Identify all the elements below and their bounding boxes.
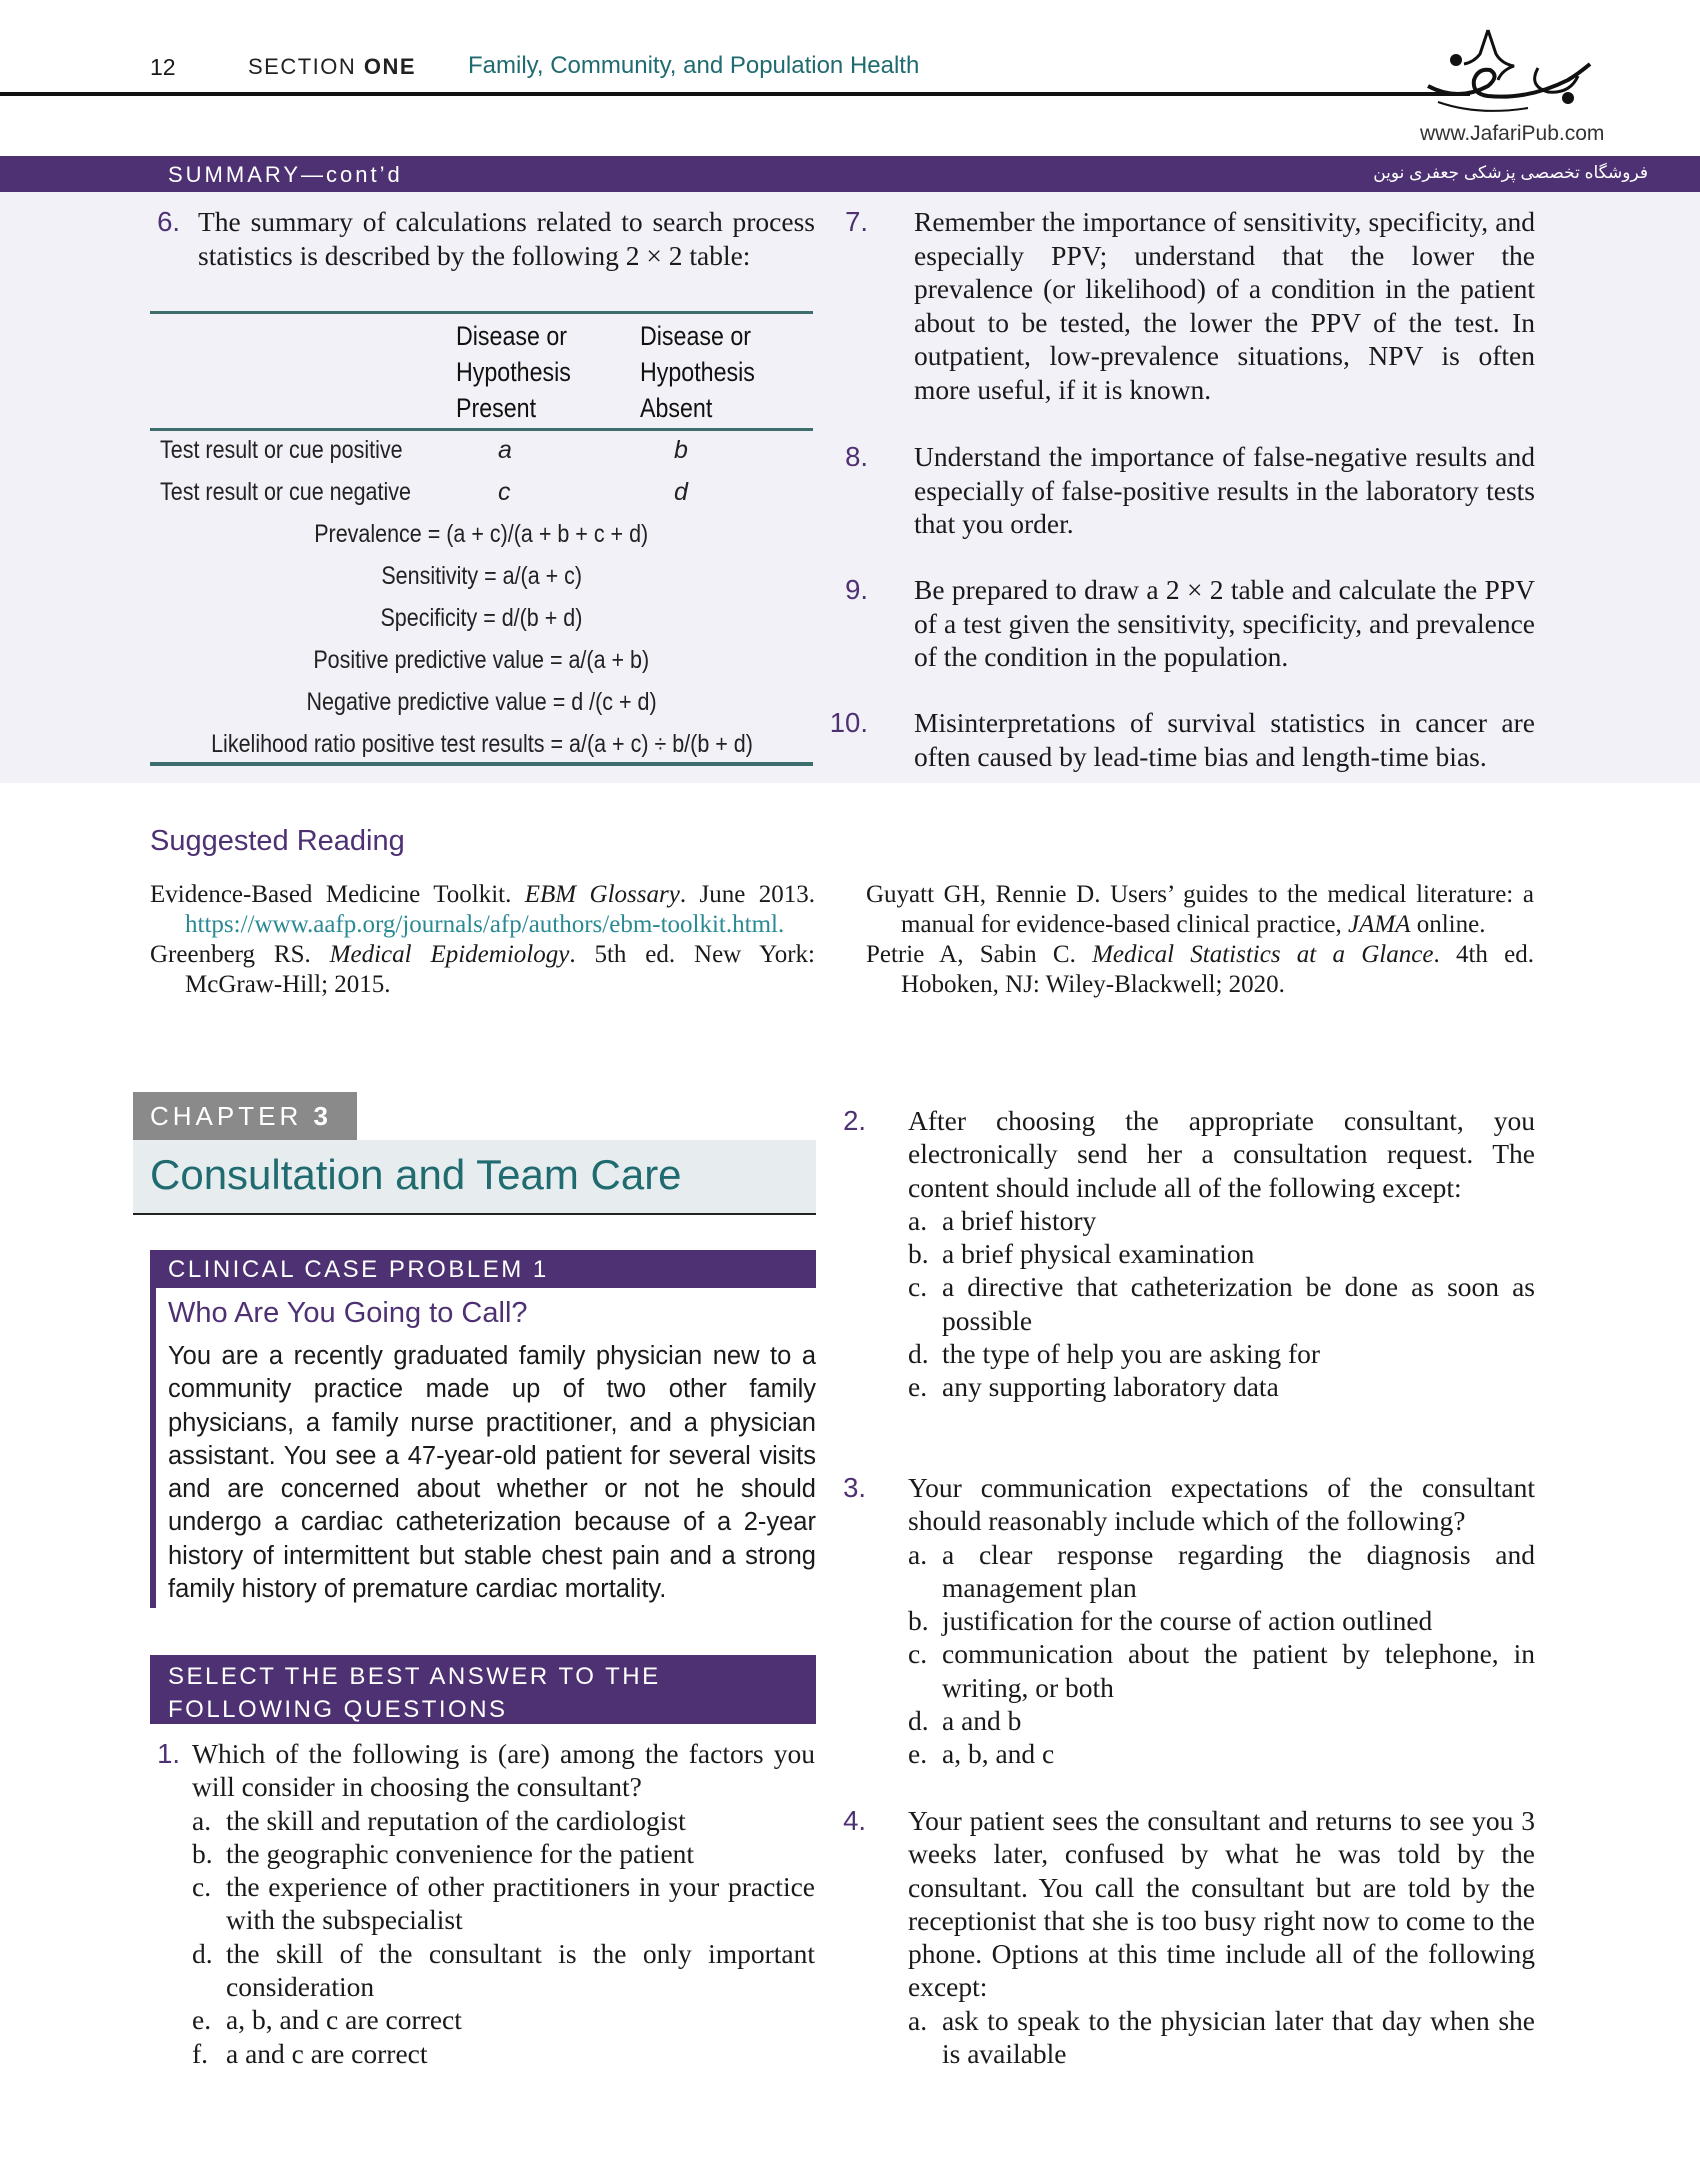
formula-text: Prevalence = (a + c)/(a + b + c + d) — [314, 520, 649, 548]
option-letter: e. — [908, 1371, 928, 1403]
item-text: Remember the importance of sensitivity, specificity, and especially PPV; understand that the lower the prevalence (or likelihood) of a condition in the patient about to be tested, the lower the PPV of the test. In outpatient, low-prevalence situations, NPV is often more useful, if it is known. — [914, 206, 1535, 405]
option-text: a clear response regarding the diagnosis and management plan — [942, 1538, 1535, 1603]
table-header-absent — [640, 318, 769, 426]
reference-item — [150, 880, 815, 940]
ref-text: . 4th ed. Hoboken, NJ: Wiley-Blackwell; 2020. — [901, 941, 1534, 998]
case-bar-title: CLINICAL CASE PROBLEM 1 — [168, 1256, 549, 1283]
table-cell: a — [498, 436, 512, 464]
chapter-rule — [133, 1213, 816, 1215]
option-d[interactable] — [192, 1937, 815, 2004]
option-letter: e. — [192, 2004, 212, 2036]
option-text: a directive that catheterization be done as soon as possible — [942, 1271, 1535, 1336]
formula-sensitivity — [150, 562, 813, 591]
option-c[interactable] — [908, 1270, 1535, 1337]
publisher-url: www.JafariPub.com — [1420, 122, 1605, 145]
option-text: a and c are correct — [226, 2037, 428, 2069]
option-text: communication about the patient by telephone, in writing, or both — [942, 1638, 1535, 1703]
option-b[interactable] — [908, 1237, 1535, 1270]
summary-item-9 — [845, 573, 1535, 674]
section-label — [248, 54, 416, 80]
question-text: After choosing the appropriate consultant, you electronically send her a consultation request. The content should include all of the following except: — [908, 1105, 1535, 1203]
option-letter: d. — [908, 1705, 929, 1737]
table-rule-bottom — [150, 762, 813, 766]
formula-text: Positive predictive value = a/(a + b) — [313, 646, 650, 674]
question-4 — [843, 1804, 1535, 2070]
publisher-logo-icon — [1418, 24, 1618, 124]
option-letter: c. — [192, 1871, 212, 1903]
option-letter: c. — [908, 1638, 928, 1670]
item-text: Misinterpretations of survival statistics in cancer are often caused by lead-time bias and length-time bias. — [914, 707, 1535, 772]
case-subtitle: Who Are You Going to Call? — [168, 1297, 528, 1329]
page-number: 12 — [150, 54, 176, 80]
reference-item — [866, 880, 1534, 940]
option-letter: a. — [908, 1204, 928, 1236]
chapter-label — [150, 1101, 332, 1132]
option-text: the geographic convenience for the patient — [226, 1837, 695, 1869]
option-text: the type of help you are asking for — [942, 1338, 1321, 1370]
option-a[interactable] — [908, 1204, 1535, 1237]
ref-text: . 5th ed. New York: McGraw-Hill; 2015. — [185, 941, 815, 998]
option-c[interactable] — [908, 1637, 1535, 1704]
ref-text: Evidence-Based Medicine Toolkit. — [150, 881, 525, 908]
formula-text: Likelihood ratio positive test results = a/(a + c) ÷ b/(b + d) — [210, 730, 753, 758]
option-c[interactable] — [192, 1870, 815, 1937]
table-cell: c — [498, 478, 511, 506]
summary-item-6 — [150, 205, 815, 272]
formula-likelihood-ratio — [150, 730, 813, 759]
ref-italic: JAMA — [1348, 911, 1411, 938]
question-text: Which of the following is (are) among the factors you will consider in choosing the consultant? — [192, 1738, 815, 1803]
option-letter: a. — [192, 1804, 212, 1836]
item-text: Understand the importance of false-negative results and especially of false-positive results in the laboratory tests that you order. — [914, 441, 1535, 539]
reference-item — [150, 940, 815, 1000]
table-cell: d — [674, 478, 688, 506]
formula-prevalence — [150, 520, 813, 549]
option-text: a brief history — [942, 1204, 1097, 1236]
case-body: You are a recently graduated family physician new to a community practice made up of two other family physicians, a family nurse practitioner, and a physician assistant. You see a 47-year-old patient for several visits and are concerned about whether or not he should undergo a cardiac catheterization because of a 2-year history of intermittent but stable chest pain and a strong family history of premature cardiac mortality. — [168, 1342, 816, 1604]
option-letter: c. — [908, 1271, 928, 1303]
option-a[interactable] — [192, 1804, 815, 1837]
item-number: 7. — [845, 206, 868, 237]
question-number: 2. — [843, 1105, 866, 1136]
option-f[interactable] — [192, 2037, 815, 2070]
option-text: any supporting laboratory data — [942, 1371, 1279, 1403]
question-text: Your communication expectations of the consultant should reasonably include which of the following? — [908, 1472, 1535, 1537]
option-b[interactable] — [192, 1837, 815, 1870]
option-letter: d. — [908, 1338, 929, 1370]
section-number: ONE — [363, 54, 417, 79]
ref-text: . June 2013. — [679, 881, 816, 908]
ref-text: Petrie A, Sabin C. — [866, 941, 1093, 968]
option-a[interactable] — [908, 1538, 1535, 1605]
option-text: a, b, and c — [942, 1738, 1055, 1770]
summary-item-7 — [845, 205, 1535, 406]
option-letter: a. — [908, 1538, 928, 1570]
formula-text: Specificity = d/(b + d) — [380, 604, 583, 632]
option-letter: e. — [908, 1738, 928, 1770]
ref-text: online. — [1410, 911, 1486, 938]
reference-item — [866, 940, 1534, 1000]
option-letter: a. — [908, 2004, 928, 2036]
option-b[interactable] — [908, 1604, 1535, 1637]
option-e[interactable] — [908, 1737, 1535, 1770]
question-number: 1. — [157, 1738, 180, 1769]
option-d[interactable] — [908, 1704, 1535, 1737]
table-row-label: Test result or cue positive — [160, 436, 403, 464]
item-number: 8. — [845, 441, 868, 472]
summary-item-8 — [845, 440, 1535, 541]
questions-bar-title: SELECT THE BEST ANSWER TO THE FOLLOWING QUESTIONS — [168, 1663, 661, 1723]
question-3 — [843, 1471, 1535, 1771]
option-letter: b. — [908, 1238, 929, 1270]
ref-link[interactable]: https://www.aafp.org/journals/afp/authors/ebm-toolkit.html. — [185, 911, 785, 938]
item-number: 10. — [829, 707, 868, 738]
chapter-word: CHAPTER — [150, 1101, 303, 1131]
references-right — [866, 880, 1534, 1000]
item-number: 9. — [845, 574, 868, 605]
question-number: 3. — [843, 1472, 866, 1503]
question-1 — [150, 1737, 815, 2070]
table-cell: b — [674, 436, 688, 464]
chapter-number: 3 — [313, 1101, 332, 1131]
option-text: a, b, and c are correct — [226, 2004, 462, 2036]
item-text: Be prepared to draw a 2 × 2 table and calculate the PPV of a test given the sensitivity, specificity, and prevalence of the condition in the population. — [914, 574, 1535, 672]
option-text: the experience of other practitioners in your practice with the subspecialist — [226, 1871, 815, 1936]
case-left-border — [150, 1288, 156, 1608]
header-text: Disease or Hypothesis Absent — [640, 321, 755, 423]
option-letter: b. — [908, 1605, 929, 1637]
question-2 — [843, 1104, 1535, 1404]
header-text: Disease or Hypothesis Present — [456, 321, 571, 423]
option-d[interactable] — [908, 1337, 1535, 1370]
option-letter: d. — [192, 1937, 213, 1969]
references-left — [150, 880, 815, 1000]
ref-text: Guyatt GH, Rennie D. Users’ guides to the medical literature: a manual for evidence-based clinical practice, — [866, 881, 1534, 938]
option-a[interactable] — [908, 2004, 1535, 2071]
table-header-present — [456, 318, 585, 426]
shop-text: فروشگاه تخصصی پزشکی جعفری نوین — [1373, 163, 1648, 182]
question-number: 4. — [843, 1805, 866, 1836]
ref-italic: Medical Epidemiology — [329, 941, 570, 968]
table-rule-mid — [150, 428, 813, 431]
formula-npv — [150, 688, 813, 717]
option-text: a and b — [942, 1705, 1022, 1737]
formula-text: Sensitivity = a/(a + c) — [381, 562, 582, 590]
table-row-label: Test result or cue negative — [160, 478, 411, 506]
summary-item-10 — [829, 706, 1535, 773]
chapter-title: Consultation and Team Care — [150, 1151, 682, 1198]
formula-specificity — [150, 604, 813, 633]
item-number: 6. — [157, 206, 180, 237]
option-text: the skill of the consultant is the only important consideration — [226, 1937, 815, 2003]
summary-title: SUMMARY—cont’d — [168, 162, 403, 187]
option-letter: b. — [192, 1837, 213, 1869]
formula-text: Negative predictive value = d /(c + d) — [306, 688, 657, 716]
question-text: Your patient sees the consultant and returns to see you 3 weeks later, confused by what he was told by the consultant. You call the consultant but are told by the receptionist that she is too busy right now to come to the phone. Options at this time include all of the following except: — [908, 1805, 1535, 2003]
header-rule — [0, 92, 1470, 96]
ref-italic: Medical Statistics at a Glance — [1092, 941, 1434, 968]
option-text: justification for the course of action outlined — [942, 1605, 1433, 1637]
option-e[interactable] — [192, 2003, 815, 2036]
option-text: a brief physical examination — [942, 1238, 1255, 1270]
section-prefix: SECTION — [248, 54, 357, 79]
table-rule-top — [150, 311, 813, 314]
option-text: ask to speak to the physician later that day when she is available — [942, 2004, 1535, 2070]
suggested-reading-title: Suggested Reading — [150, 825, 405, 857]
ref-text: Greenberg RS. — [150, 941, 330, 968]
ref-italic: EBM Glossary — [524, 881, 680, 908]
option-letter: f. — [192, 2037, 209, 2069]
item-text: The summary of calculations related to search process statistics is described by the following 2 × 2 table: — [198, 206, 815, 271]
option-text: the skill and reputation of the cardiologist — [226, 1804, 686, 1836]
option-e[interactable] — [908, 1370, 1535, 1403]
formula-ppv — [150, 646, 813, 675]
section-title: Family, Community, and Population Health — [468, 52, 920, 79]
